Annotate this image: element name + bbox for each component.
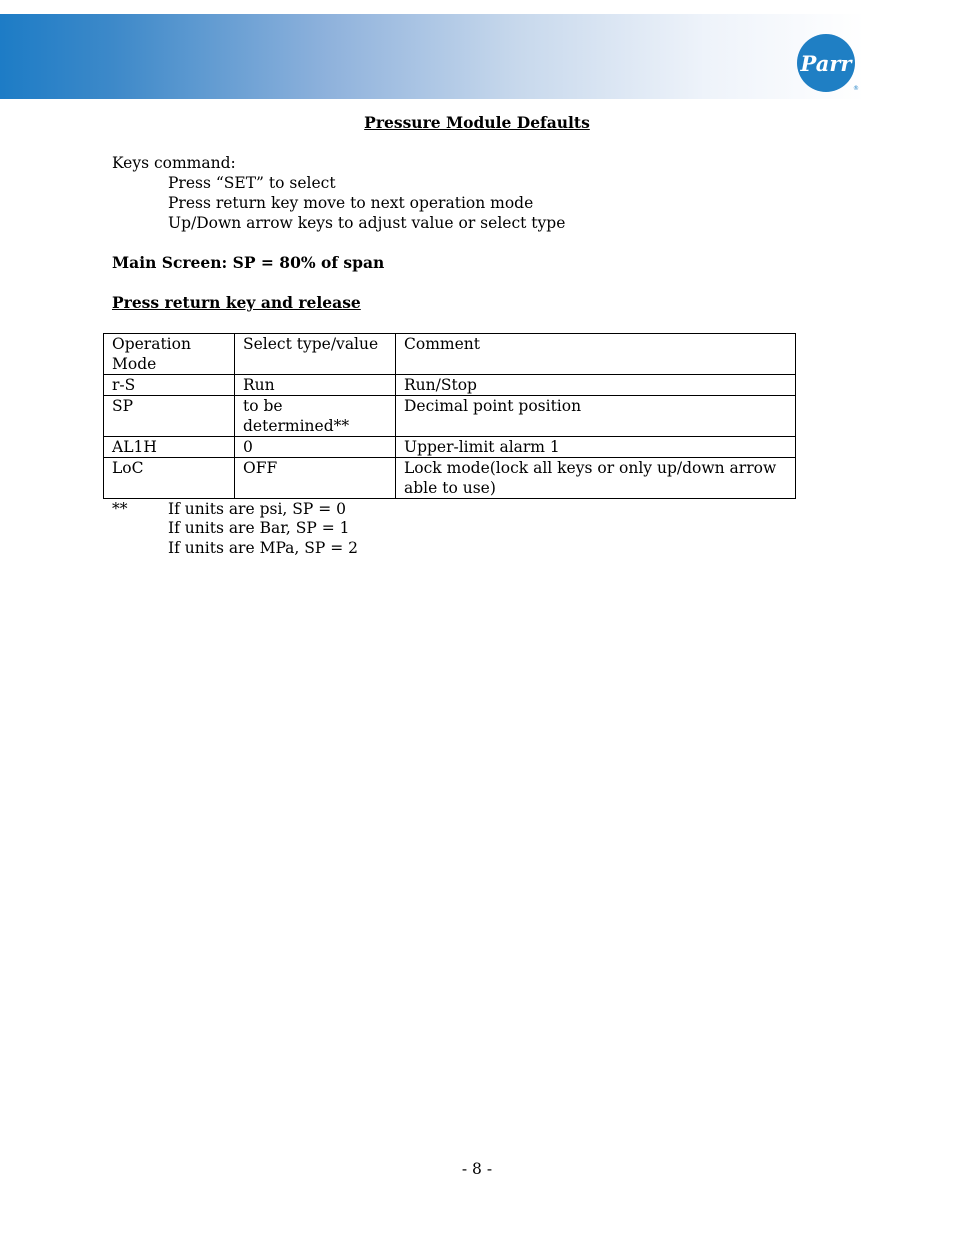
keys-item: Press return key move to next operation mode [168, 194, 534, 212]
table-cell: Upper-limit alarm 1 [396, 437, 796, 458]
table-header-row [104, 334, 796, 375]
table-row [104, 458, 796, 499]
table-cell: OFF [235, 458, 396, 499]
logo-text: Parr [800, 51, 852, 76]
press-return-heading: Press return key and release [112, 293, 361, 312]
table-row [104, 375, 796, 396]
operation-mode-table [103, 333, 796, 499]
table-cell: Run [235, 375, 396, 396]
column-header: Select type/value [235, 334, 396, 375]
table-cell: SP [104, 396, 235, 437]
table-cell: AL1H [104, 437, 235, 458]
footnote-marker: ** [112, 500, 128, 518]
footnote-line: If units are Bar, SP = 1 [168, 519, 350, 537]
keys-item: Up/Down arrow keys to adjust value or select type [168, 214, 566, 232]
table-cell: LoC [104, 458, 235, 499]
table-cell: 0 [235, 437, 396, 458]
page-number: - 8 - [461, 1160, 493, 1178]
table-row [104, 437, 796, 458]
table-cell: to be determined** [235, 396, 396, 437]
table-cell: r-S [104, 375, 235, 396]
keys-heading: Keys command: [112, 154, 236, 172]
table-row [104, 396, 796, 437]
keys-item: Press “SET” to select [168, 174, 336, 192]
table-cell: Lock mode(lock all keys or only up/down arrow able to use) [396, 458, 796, 499]
table-cell: Run/Stop [396, 375, 796, 396]
footnote-line: If units are psi, SP = 0 [168, 500, 347, 518]
table-cell: Decimal point position [396, 396, 796, 437]
column-header: Comment [396, 334, 796, 375]
page-title: Pressure Module Defaults [364, 113, 590, 132]
parr-logo [796, 32, 858, 94]
footnote-line: If units are MPa, SP = 2 [168, 539, 359, 557]
column-header: Operation Mode [104, 334, 235, 375]
svg-text:®: ® [853, 85, 859, 92]
main-screen-heading: Main Screen: SP = 80% of span [112, 253, 385, 272]
